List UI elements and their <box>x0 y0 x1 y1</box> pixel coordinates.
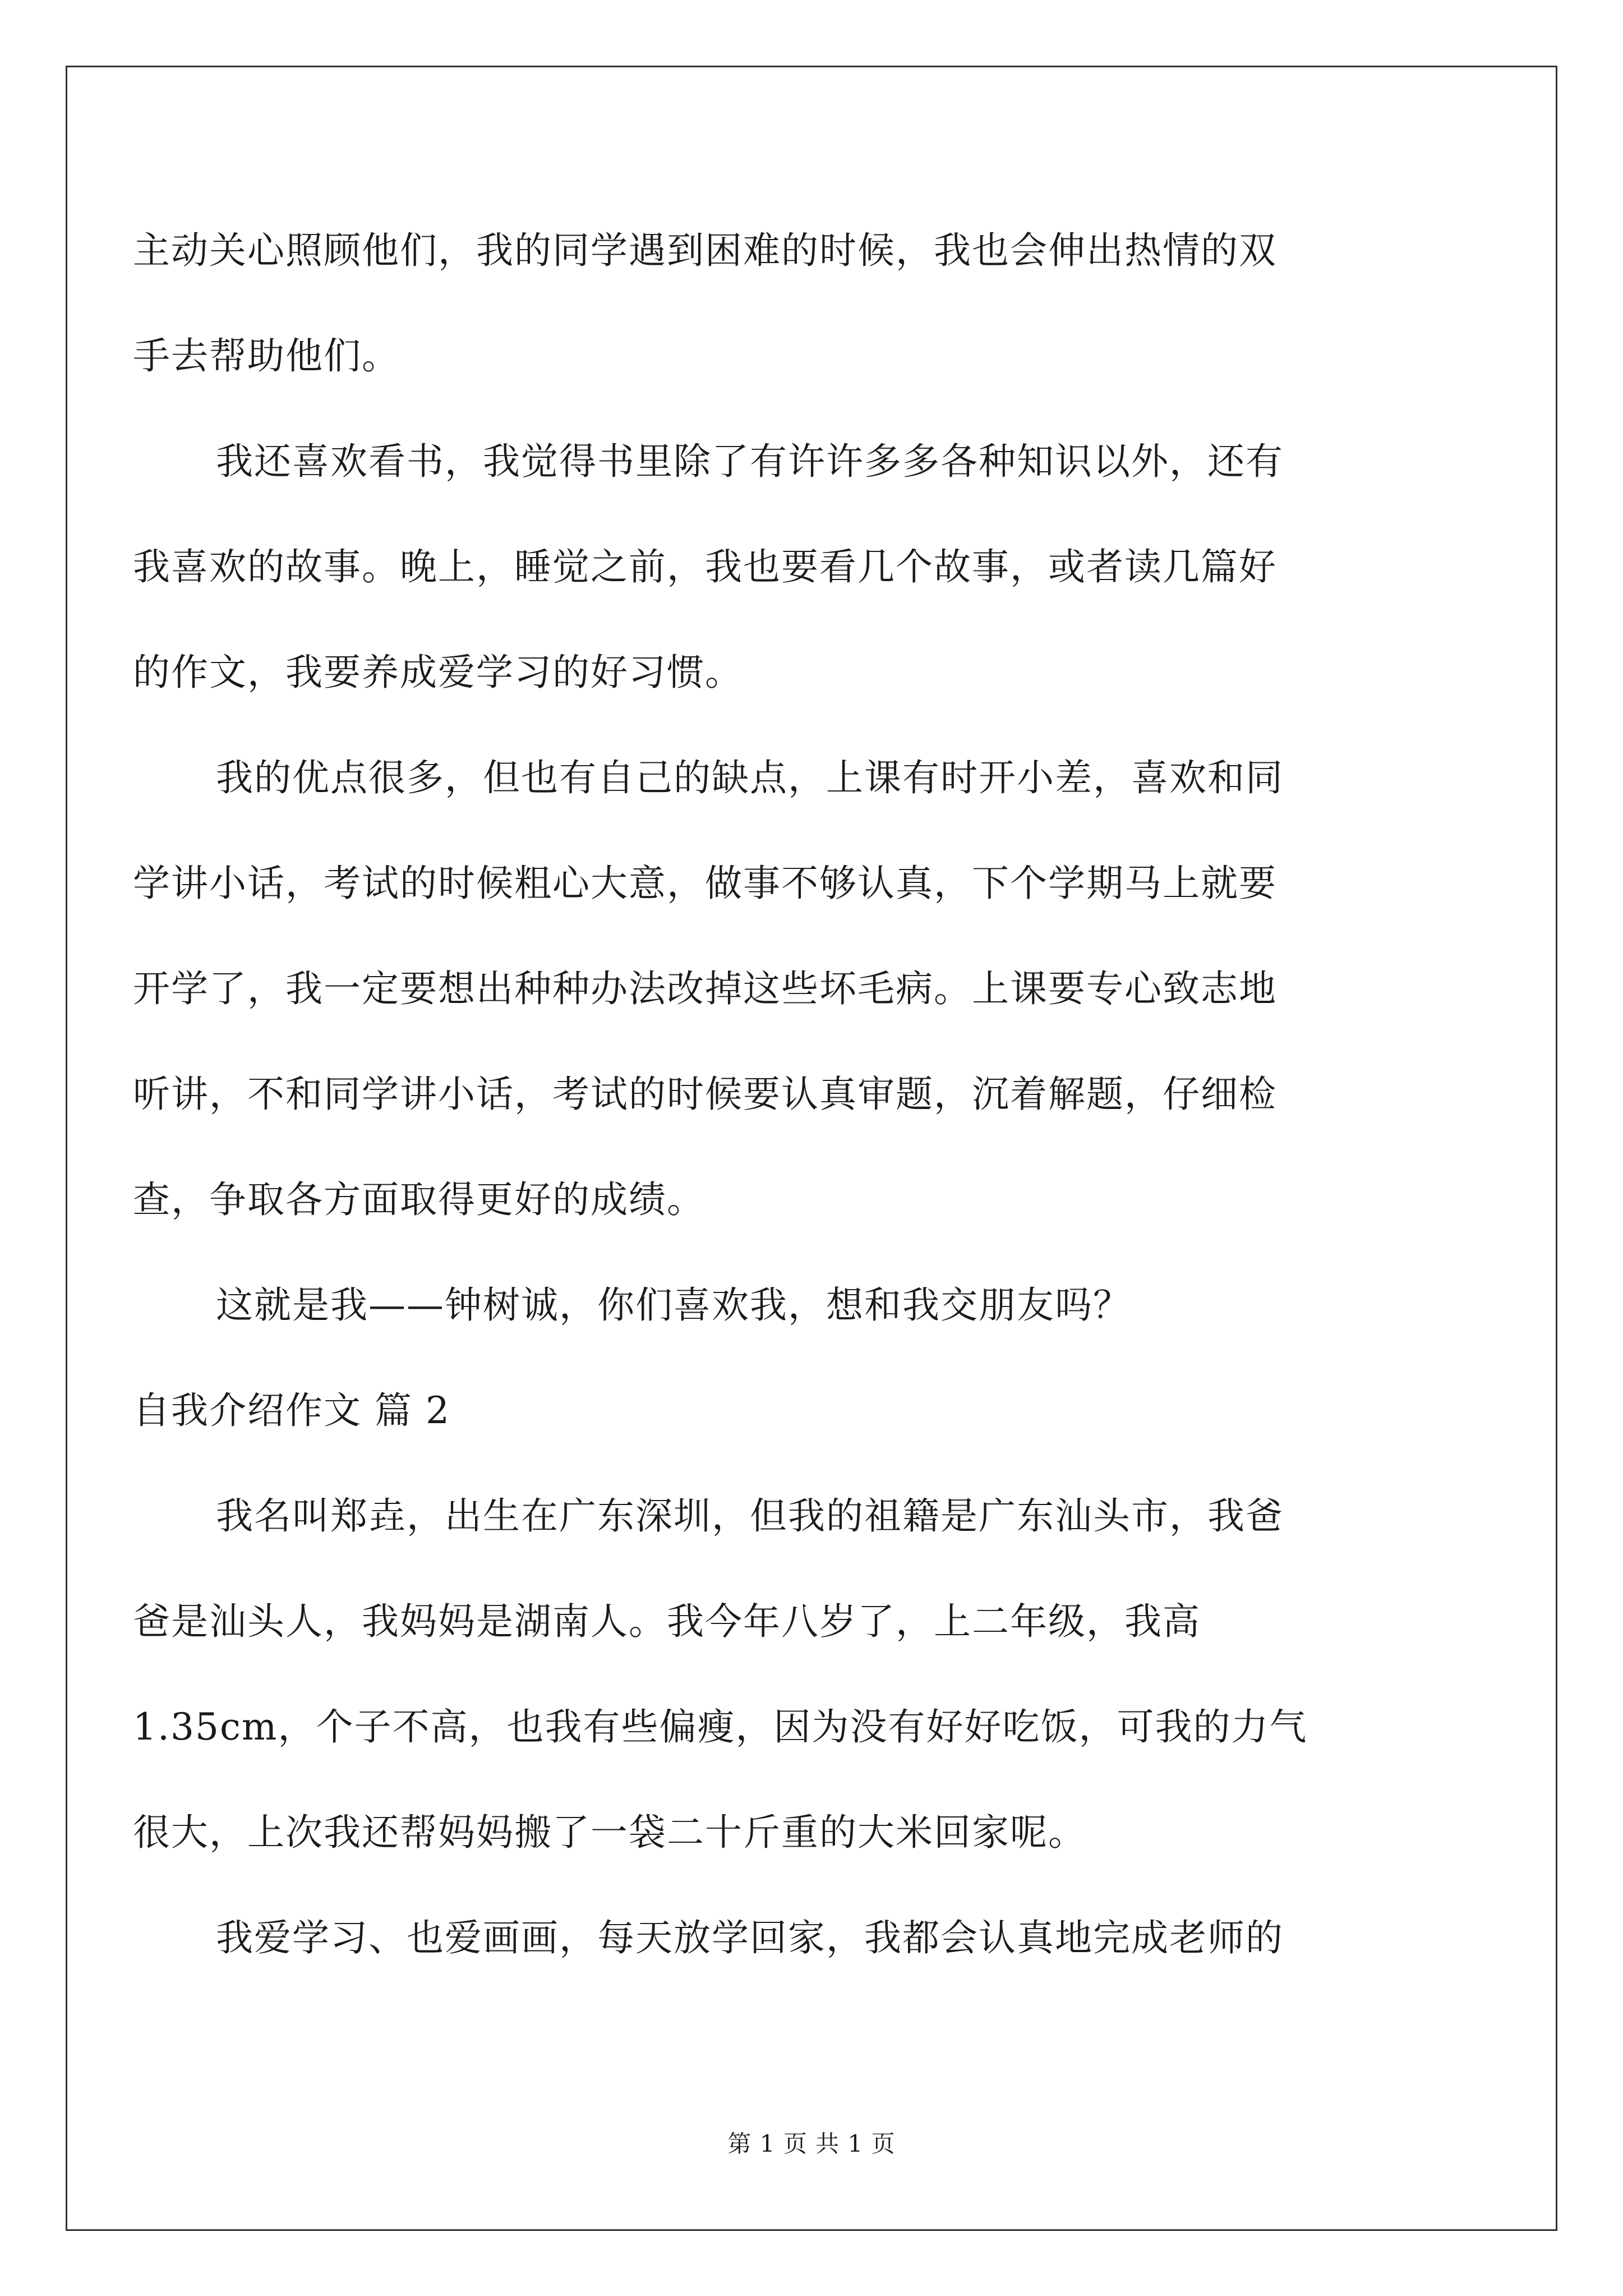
text-line: 手去帮助他们。 <box>133 334 400 378</box>
text-line: 我爱学习、也爱画画，每天放学回家，我都会认真地完成老师的 <box>216 1916 1284 1959</box>
page-footer: 第 1 页 共 1 页 <box>727 2130 896 2157</box>
text-line: 开学了，我一定要想出种种办法改掉这些坏毛病。上课要专心致志地 <box>133 967 1277 1010</box>
page-border <box>66 66 1557 2231</box>
text-line: 我名叫郑垚，出生在广东深圳，但我的祖籍是广东汕头市，我爸 <box>216 1494 1284 1538</box>
text-line: 1.35cm，个子不高，也我有些偏瘦，因为没有好好吃饭，可我的力气 <box>133 1705 1308 1749</box>
section-heading: 自我介绍作文 篇 2 <box>133 1389 450 1432</box>
text-line: 学讲小话，考试的时候粗心大意，做事不够认真，下个学期马上就要 <box>133 862 1277 905</box>
text-line: 这就是我——钟树诚，你们喜欢我，想和我交朋友吗？ <box>216 1283 1131 1327</box>
text-line: 查，争取各方面取得更好的成绩。 <box>133 1178 705 1221</box>
text-line: 很大，上次我还帮妈妈搬了一袋二十斤重的大米回家呢。 <box>133 1811 1086 1854</box>
text-line: 我喜欢的故事。晚上，睡觉之前，我也要看几个故事，或者读几篇好 <box>133 545 1277 588</box>
text-line: 我还喜欢看书，我觉得书里除了有许许多多各种知识以外，还有 <box>216 440 1284 483</box>
text-line: 我的优点很多，但也有自己的缺点，上课有时开小差，喜欢和同 <box>216 756 1284 799</box>
text-line: 爸是汕头人，我妈妈是湖南人。我今年八岁了，上二年级，我高 <box>133 1600 1201 1643</box>
text-line: 主动关心照顾他们，我的同学遇到困难的时候，我也会伸出热情的双 <box>133 229 1277 272</box>
text-line: 听讲，不和同学讲小话，考试的时候要认真审题，沉着解题，仔细检 <box>133 1073 1277 1116</box>
text-line: 的作文，我要养成爱学习的好习惯。 <box>133 651 743 694</box>
